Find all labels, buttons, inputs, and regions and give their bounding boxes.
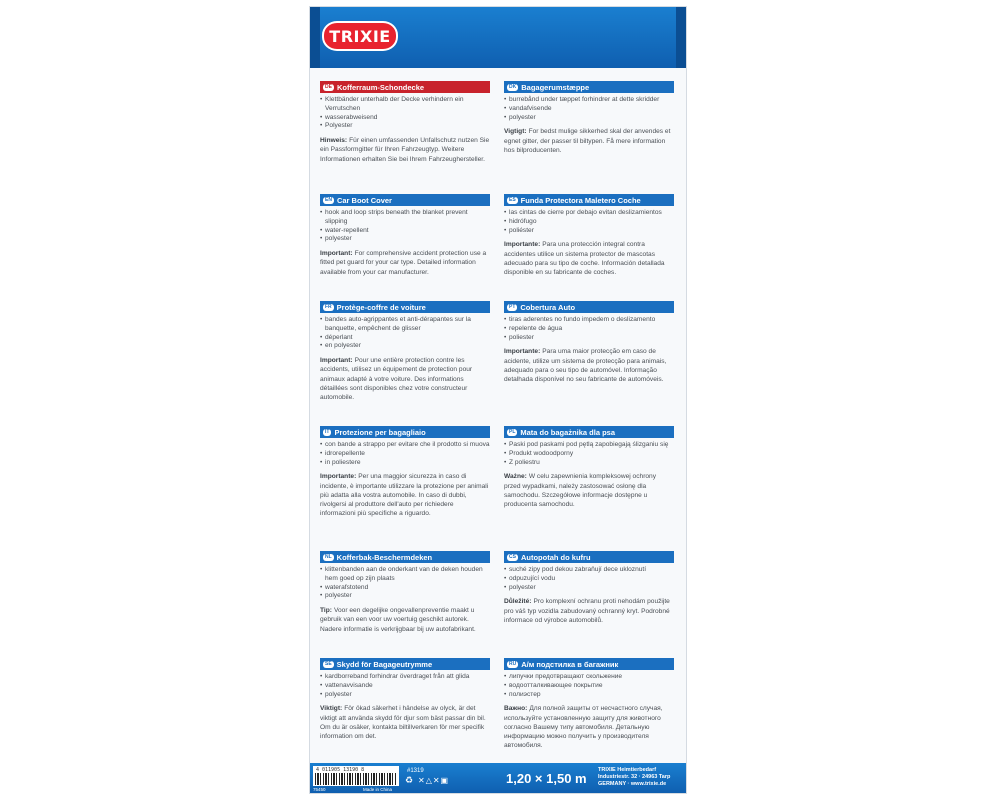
feature-item: • waterafstotend — [320, 584, 490, 593]
feature-item: • klittenbanden aan de onderkant van de deken houden hem goed op zijn plaats — [320, 566, 490, 584]
feature-item: • in poliestere — [320, 459, 490, 468]
note-label: Ważne: — [504, 473, 527, 481]
safety-note — [320, 606, 490, 634]
section-header — [320, 81, 490, 93]
feature-list — [320, 209, 490, 244]
feature-list — [504, 209, 674, 235]
section-header — [320, 551, 490, 563]
article-number: #1319 — [407, 768, 424, 774]
note-label: Важно: — [504, 705, 528, 713]
feature-item: • kardborreband forhindrar överdraget från att glida — [320, 673, 490, 682]
feature-item: • idrorepellente — [320, 450, 490, 459]
section-header — [504, 81, 674, 93]
section-header — [504, 551, 674, 563]
feature-item: • Polyester — [320, 122, 490, 131]
note-label: Importante: — [320, 473, 357, 481]
note-label: Hinweis: — [320, 137, 348, 145]
feature-item: • déperlant — [320, 334, 490, 343]
section-title: Protège-coffre de voiture — [336, 302, 426, 312]
section-header — [320, 301, 490, 313]
note-text: For comprehensive accident protection use a fitted pet guard for your car type. Detailed information available from your car manufacturer. — [320, 250, 487, 276]
section-title: А/м подстилка в багажник — [521, 659, 619, 669]
language-code-badge: PT — [509, 303, 516, 310]
note-text: Voor een degelijke ongevallenpreventie maakt u gebruik van een voor uw voertuig geschikt autorek. Nadere informatie is verkrijgbaar bij uw autofabrikant. — [320, 607, 476, 633]
feature-list — [504, 96, 674, 122]
section-es — [504, 194, 674, 277]
feature-item: • hook and loop strips beneath the blanket prevent slipping — [320, 209, 490, 227]
section-header — [320, 658, 490, 670]
language-code-badge: EN — [325, 196, 332, 203]
sku-code: 75450 — [313, 787, 326, 792]
language-code-badge: DE — [325, 83, 332, 90]
section-title: Skydd för Bagageutrymme — [336, 659, 433, 669]
section-fr — [320, 301, 490, 402]
feature-list — [504, 316, 674, 342]
section-title: Car Boot Cover — [336, 195, 392, 205]
safety-note — [320, 136, 490, 164]
feature-item: • липучки предотвращают скольжение — [504, 673, 674, 682]
barcode-number: 4 011905 13190 8 — [316, 767, 365, 773]
section-de — [320, 81, 490, 164]
section-header — [504, 658, 674, 670]
language-code-badge: NL — [325, 553, 332, 560]
note-text: W celu zapewnienia kompleksowej ochrony przed wypadkami, należy zastosować osłonę dla samochodu. Szczegółowe informacje dostępne u producenta samochodu. — [504, 473, 657, 508]
feature-item: • Produkt wodoodporny — [504, 450, 674, 459]
care-symbols-icon: ✕△✕▣ — [418, 776, 450, 785]
safety-note — [504, 472, 674, 509]
section-ru — [504, 658, 674, 750]
feature-item: • Paski pod paskami pod pętlą zapobiegają ślizganiu się — [504, 441, 674, 450]
section-pl — [504, 426, 674, 509]
note-text: Für einen umfassenden Unfallschutz nutzen Sie ein Passformgitter für Ihren Fahrzeugtyp. Weitere Informationen erhalten Sie bei Ihrem Fahrzeughersteller. — [320, 137, 490, 163]
safety-note — [504, 127, 674, 155]
language-code-badge: SE — [325, 660, 332, 667]
safety-note — [320, 356, 490, 402]
language-code-badge: CS — [509, 553, 516, 560]
section-header — [320, 194, 490, 206]
product-size: 1,20 × 1,50 m — [506, 771, 587, 786]
note-text: Para uma maior protecção em caso de acidente, utilize um sistema de protecção para animais, adequado para o seu tipo de automóvel. Informação detalhada disponível no seu fabricante de automóveis. — [504, 348, 667, 383]
note-label: Important: — [320, 250, 353, 258]
note-label: Důležité: — [504, 598, 532, 606]
section-dk — [504, 81, 674, 155]
note-label: Viktigt: — [320, 705, 343, 713]
feature-item: • poliéster — [504, 227, 674, 236]
safety-note — [504, 347, 674, 384]
header-band — [310, 7, 686, 68]
feature-item: • en polyester — [320, 342, 490, 351]
section-title: Protezione per bagagliaio — [334, 427, 426, 437]
section-se — [320, 658, 490, 741]
feature-list — [504, 441, 674, 467]
safety-note — [320, 249, 490, 277]
section-title: Bagagerumstæppe — [521, 82, 590, 92]
feature-item: • водоотталкивающее покрытие — [504, 682, 674, 691]
safety-note — [504, 597, 674, 625]
note-text: Pour une entière protection contre les accidents, utilisez un équipement de protection pour animaux adapté à votre voiture. Des informations détaillées sont disponibles chez votre constructeur automobile. — [320, 357, 473, 401]
language-code-badge: ES — [509, 196, 516, 203]
safety-note — [320, 704, 490, 741]
note-label: Important: — [320, 357, 353, 365]
feature-list — [320, 673, 490, 699]
feature-item: • vandafvisende — [504, 105, 674, 114]
feature-item: • polyester — [320, 592, 490, 601]
made-in: Made in China — [363, 787, 393, 792]
language-code-badge: FR — [325, 303, 332, 310]
feature-list — [320, 316, 490, 351]
section-header — [320, 426, 490, 438]
section-it — [320, 426, 490, 518]
footer-band — [310, 763, 686, 793]
feature-item: • tiras aderentes no fundo impedem o deslizamento — [504, 316, 674, 325]
section-nl — [320, 551, 490, 634]
note-label: Tip: — [320, 607, 332, 615]
safety-note — [504, 704, 674, 750]
feature-item: • burrebånd under tæppet forhindrer at dette skridder — [504, 96, 674, 105]
feature-item: • wasserabweisend — [320, 114, 490, 123]
language-code-badge: RU — [509, 660, 517, 667]
feature-item: • las cintas de cierre por debajo evitan deslizamientos — [504, 209, 674, 218]
section-header — [504, 301, 674, 313]
trixie-logo: TRIXIE — [322, 21, 398, 51]
section-header — [504, 194, 674, 206]
section-title: Kofferbak-Beschermdeken — [336, 552, 433, 562]
feature-list — [320, 96, 490, 131]
feature-item: • odpuzující vodu — [504, 575, 674, 584]
section-title: Cobertura Auto — [520, 302, 576, 312]
note-text: Pro komplexní ochranu proti nehodám použijte pro váš typ vozidla zabudovaný ochranný kryt. Podrobné informace od výrobce automobilů. — [504, 598, 670, 624]
section-title: Autopotah do kufru — [520, 552, 591, 562]
safety-note — [504, 240, 674, 277]
feature-item: • vattenavvisande — [320, 682, 490, 691]
note-label: Importante: — [504, 241, 541, 249]
language-code-badge: IT — [325, 428, 330, 435]
section-header — [504, 426, 674, 438]
feature-item: • polyester — [320, 691, 490, 700]
note-text: Для полной защиты от несчастного случая, используйте установленную защиту для животного согласно Вашему типу автомобиля. Детальную информацию можно получить у производителя автомобиля. — [504, 705, 663, 750]
feature-item: • polyester — [504, 584, 674, 593]
feature-item: • Z poliestru — [504, 459, 674, 468]
language-code-badge: DK — [509, 83, 517, 90]
section-en — [320, 194, 490, 277]
feature-item: • con bande a strappo per evitare che il prodotto si muova — [320, 441, 490, 450]
feature-list — [504, 673, 674, 699]
feature-item: • suché zipy pod dekou zabraňují dece ukloznutí — [504, 566, 674, 575]
feature-list — [320, 441, 490, 467]
section-pt — [504, 301, 674, 384]
feature-item: • water-repellent — [320, 227, 490, 236]
feature-item: • polyester — [504, 114, 674, 123]
feature-item: • полиэстер — [504, 691, 674, 700]
language-code-badge: PL — [509, 428, 516, 435]
safety-note — [320, 472, 490, 518]
feature-item: • poliester — [504, 334, 674, 343]
feature-list — [504, 566, 674, 592]
feature-item: • bandes auto-agrippantes et anti-dérapantes sur la banquette, empêchent de glisser — [320, 316, 490, 334]
feature-item: • hidrófugo — [504, 218, 674, 227]
feature-item: • Klettbänder unterhalb der Decke verhindern ein Verrutschen — [320, 96, 490, 114]
product-label-card — [309, 6, 687, 794]
section-title: Funda Protectora Maletero Coche — [520, 195, 641, 205]
feature-list — [320, 566, 490, 601]
section-title: Kofferraum-Schondecke — [336, 82, 425, 92]
feature-item: • polyester — [320, 235, 490, 244]
section-cs — [504, 551, 674, 625]
note-label: Vigtigt: — [504, 128, 527, 136]
note-text: Para una protección integral contra accidentes utilice un sistema protector de mascotas adecuado para su tipo de coche. Información detallada disponible en su fabricante de coches. — [504, 241, 665, 276]
section-title: Mata do bagażnika dla psa — [520, 427, 615, 437]
recycle-icon: ♻ — [405, 775, 414, 785]
note-text: Per una maggior sicurezza in caso di incidente, è importante utilizzare la protezione per animali più adatta alla vostra automobile. In caso di dubbi, rivolgersi al produttore dell'auto per richiedere informazioni più specifiche a riguardo. — [320, 473, 489, 518]
company-address: TRIXIE Heimtierbedarf Industriestr. 32 · 24963 Tarp GERMANY · www.trixie.de — [598, 767, 671, 787]
note-text: För ökad säkerhet i händelse av olyck, är det viktigt att använda skydd för djur som bäst passar din bil. Om du är osäker, kontakta biltillverkaren för mer specifik information om det. — [320, 705, 486, 740]
note-text: For bedst mulige sikkerhed skal der anvendes et egnet gitter, der passer til biltypen. Få mere information hos bilproducenten. — [504, 128, 671, 154]
note-label: Importante: — [504, 348, 541, 356]
feature-item: • repelente de água — [504, 325, 674, 334]
